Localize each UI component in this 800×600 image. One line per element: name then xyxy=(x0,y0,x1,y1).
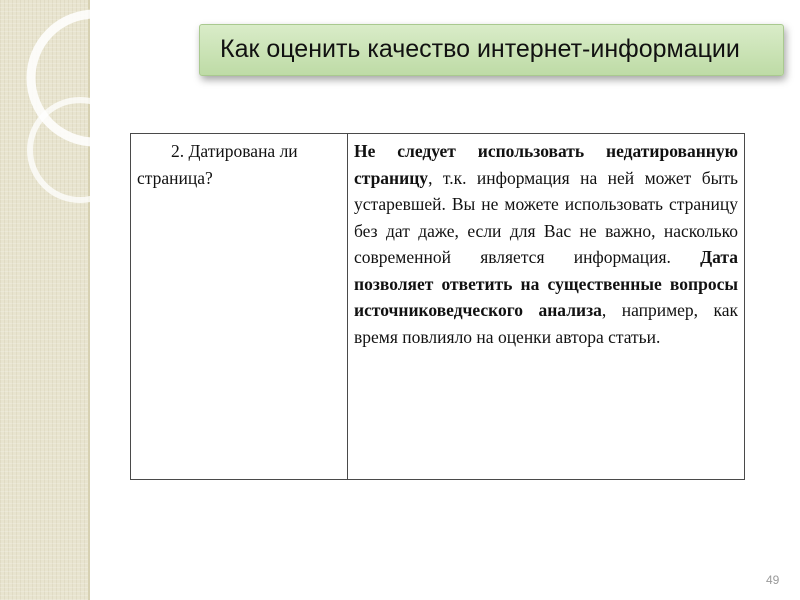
slide-title: Как оценить качество интернет-информации xyxy=(220,35,740,63)
content-table xyxy=(130,133,745,480)
answer-bold-2: Дата позволяет ответить на существенные вопросы источниковедческого анализа xyxy=(354,247,738,320)
question-cell xyxy=(131,134,348,480)
answer-text xyxy=(354,138,738,350)
answer-normal-2: , например, как время повлияло на оценки автора статьи. xyxy=(354,300,738,347)
question-text: 2. Датирована ли страница? xyxy=(137,141,298,188)
answer-cell xyxy=(348,134,745,480)
title-box xyxy=(199,24,784,76)
answer-bold-1: Не следует использовать недатированную страницу xyxy=(354,141,738,188)
decorative-ring-small xyxy=(30,100,130,200)
decorative-ring-large xyxy=(31,14,159,142)
page-number: 49 xyxy=(766,573,780,587)
answer-normal-1: , т.к. информация на ней может быть устаревшей. Вы не можете использовать страницу без дат даже, если для Вас не важно, насколько современной является информация. xyxy=(354,167,738,267)
table-row xyxy=(131,134,745,480)
